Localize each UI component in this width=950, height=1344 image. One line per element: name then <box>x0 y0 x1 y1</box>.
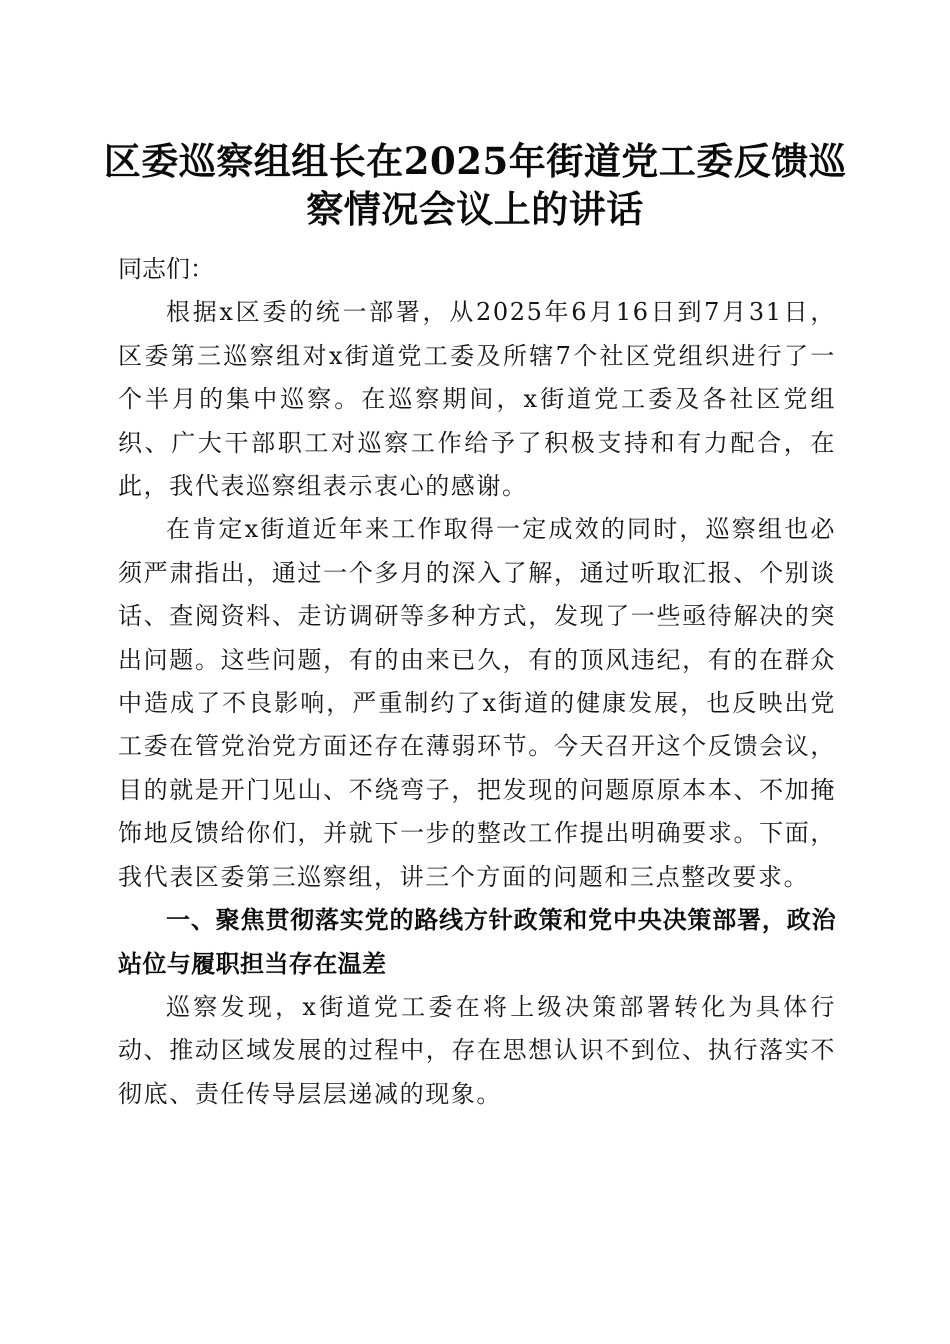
document-body <box>118 248 836 1116</box>
salutation: 同志们： <box>118 255 214 283</box>
document-title: 区委巡察组组长在2025年街道党工委反馈巡察情况会议上的讲话 <box>103 139 847 231</box>
paragraph-problems-overview: 在肯定x街道近年来工作取得一定成效的同时，巡察组也必须严肃指出，通过一个多月的深入了解，通过听取汇报、个别谈话、查阅资料、走访调研等多种方式，发现了一些亟待解决的突出问题。这些问题，有的由来已久，有的顶风违纪，有的在群众中造成了不良影响，严重制约了x街道的健康发展，也反映出党工委在管党治党方面还存在薄弱环节。今天召开这个反馈会议，目的就是开门见山、不绕弯子，把发现的问题原原本本、不加掩饰地反馈给你们，并就下一步的整改工作提出明确要求。下面，我代表区委第三巡察组，讲三个方面的问题和三点整改要求。 <box>118 515 836 891</box>
section-heading-1: 一、聚焦贯彻落实党的路线方针政策和党中央决策部署，政治站位与履职担当存在温差 <box>118 906 836 978</box>
paragraph-intro: 根据x区委的统一部署，从2025年6月16日到7月31日，区委第三巡察组对x街道党工委及所辖7个社区党组织进行了一个半月的集中巡察。在巡察期间，x街道党工委及各社区党组织、广大干部职工对巡察工作给予了积极支持和有力配合，在此，我代表巡察组表示衷心的感谢。 <box>118 298 836 501</box>
section-1-paragraph: 巡察发现，x街道党工委在将上级决策部署转化为具体行动、推动区域发展的过程中，存在思想认识不到位、执行落实不彻底、责任传导层层递减的现象。 <box>118 992 836 1108</box>
